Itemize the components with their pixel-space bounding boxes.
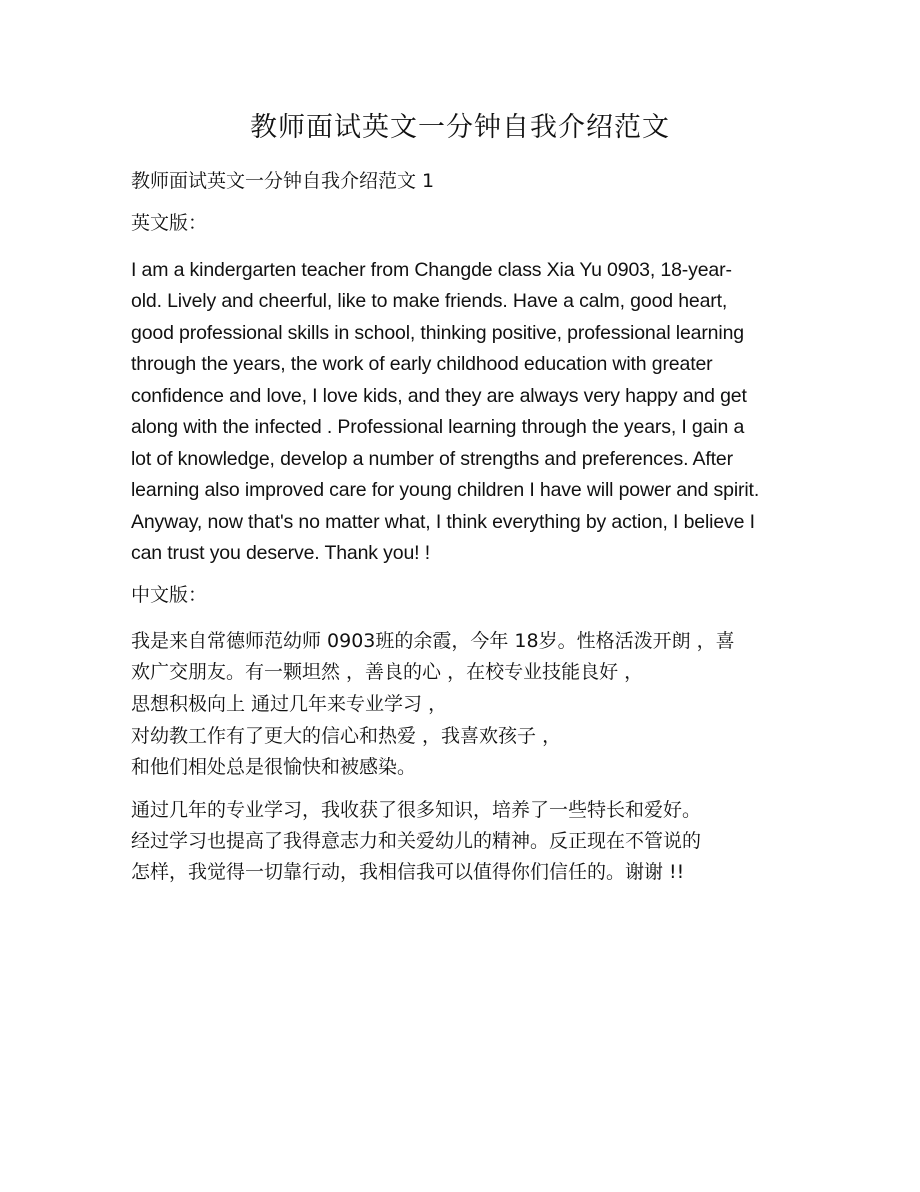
document-title: 教师面试英文一分钟自我介绍范文: [250, 112, 670, 143]
chinese-line: 我是来自常德师范幼师 0903班的余霞，今年 18岁。性格活泼开朗 ，喜: [131, 630, 735, 652]
english-line: along with the infected . Professional learning through the years, I gain a: [131, 416, 745, 438]
english-line: lot of knowledge, develop a number of strengths and preferences. After: [131, 447, 733, 470]
english-line: through the years, the work of early childhood education with greater: [131, 353, 713, 375]
english-line: good professional skills in school, thinking positive, professional learning: [131, 321, 744, 344]
english-line: confidence and love, I love kids, and they are always very happy and get: [131, 384, 747, 407]
english-line: Anyway, now that's no matter what, I think everything by action, I believe I: [131, 510, 755, 533]
subtitle: 教师面试英文一分钟自我介绍范文 1: [131, 170, 435, 192]
english-line: I am a kindergarten teacher from Changde class Xia Yu 0903, 18-year-: [131, 259, 732, 281]
chinese-label: 中文版：: [131, 584, 208, 606]
english-label: 英文版：: [131, 212, 208, 234]
chinese-line: 欢广交朋友。有一颗坦然 ，善良的心 ，在校专业技能良好 ，: [131, 661, 644, 683]
chinese-line: 怎样，我觉得一切靠行动，我相信我可以值得你们信任的。谢谢 !!: [131, 861, 685, 883]
chinese-line: 经过学习也提高了我得意志力和关爱幼儿的精神。反正现在不管说的: [131, 830, 702, 852]
english-line: old. Lively and cheerful, like to make friends. Have a calm, good heart,: [131, 290, 728, 312]
english-line: can trust you deserve. Thank you! !: [131, 542, 430, 564]
chinese-line: 和他们相处总是很愉快和被感染。: [131, 756, 417, 778]
english-line: learning also improved care for young children I have will power and spirit.: [131, 479, 760, 501]
chinese-line: 对幼教工作有了更大的信心和热爱 ，我喜欢孩子 ，: [131, 725, 562, 747]
chinese-line: 思想积极向上 通过几年来专业学习 ，: [131, 693, 448, 715]
chinese-line: 通过几年的专业学习，我收获了很多知识，培养了一些特长和爱好。: [131, 799, 702, 821]
